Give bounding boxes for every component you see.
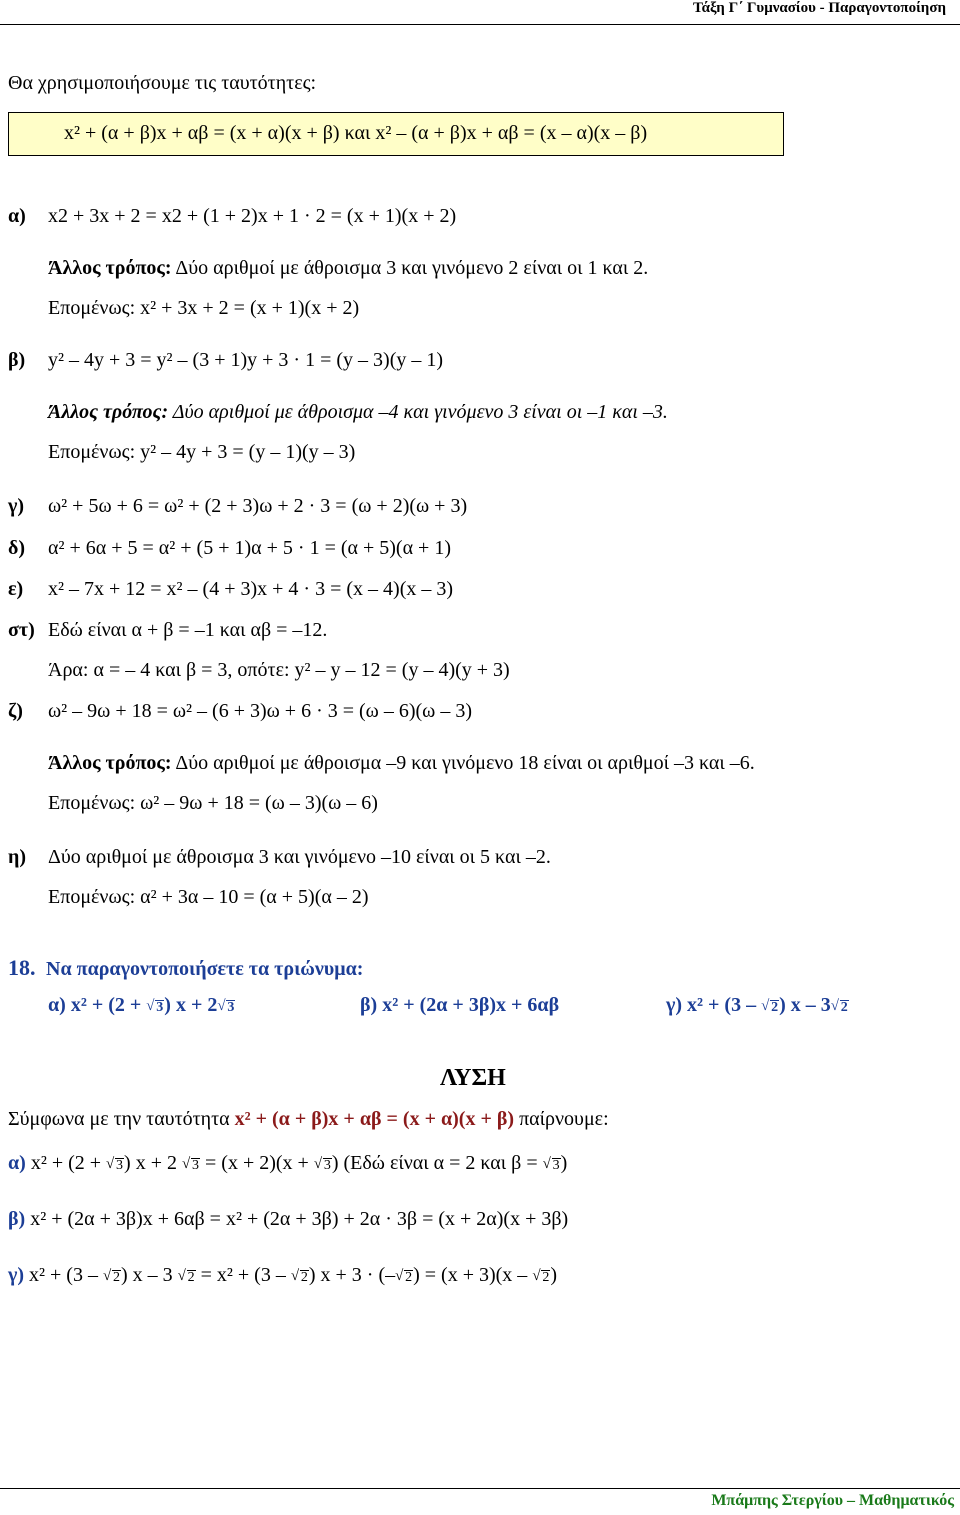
solution-b-therefore: Επομένως: y² – 4y + 3 = (y – 1)(y – 3) xyxy=(48,441,356,463)
sqrt-icon: √ 2 xyxy=(840,1000,849,1015)
exercise-a-mid: ) x + 2 xyxy=(164,994,218,1016)
exercise-a-label: α) xyxy=(48,994,66,1016)
lysi-b xyxy=(8,1208,568,1231)
solution-h-therefore: Επομένως: α² + 3α – 10 = (α + 5)(α – 2) xyxy=(48,886,369,908)
exercise-b-expr: x² + (2α + 3β)x + 6αβ xyxy=(382,994,560,1016)
sqrt-icon: √ 3 xyxy=(115,1158,124,1173)
solution-z-therefore: Επομένως: ω² – 9ω + 18 = (ω – 3)(ω – 6) xyxy=(48,792,378,814)
identities-formula: x² + (α + β)x + αβ = (x + α)(x + β) και x² – (α + β)x + αβ = (x – α)(x – β) xyxy=(64,122,648,144)
exercise-number: 18. xyxy=(8,955,36,980)
alt-text: Δύο αριθμοί με άθροισμα 3 και γινόμενο 2 είναι οι 1 και 2. xyxy=(175,257,649,279)
label-z: ζ) xyxy=(8,700,23,722)
exercise-title: Να παραγοντοποιήσετε τα τριώνυμα: xyxy=(46,958,364,980)
sqrt-icon: √ 3 xyxy=(552,1158,561,1173)
exercise-b xyxy=(360,994,559,1017)
alt-text: Δύο αριθμοί με άθροισμα –4 και γινόμενο 3 είναι οι –1 και –3. xyxy=(172,401,668,423)
sqrt-icon: √ 3 xyxy=(323,1158,332,1173)
sqrt-icon: √ 3 xyxy=(155,1000,164,1015)
lysi-intro xyxy=(8,1108,609,1131)
lysi-a-mid2: = (x + 2)(x + xyxy=(200,1152,314,1174)
lysi-b-label: β) xyxy=(8,1208,26,1230)
page-header-title: Τάξη Γ΄ Γυμνασίου - Παραγοντοποίηση xyxy=(692,0,946,16)
lysi-c-end: ) xyxy=(550,1264,557,1286)
solution-st-main: Εδώ είναι α + β = –1 και αβ = –12. xyxy=(48,619,328,641)
solution-z-main: ω² – 9ω + 18 = ω² – (6 + 3)ω + 6 · 3 = (ω – 6)(ω – 3) xyxy=(48,700,472,722)
exercise-a xyxy=(48,994,235,1017)
footer-rule xyxy=(0,1488,960,1489)
lysi-b-expr: x² + (2α + 3β)x + 6αβ = x² + (2α + 3β) + 2α · 3β = (x + 2α)(x + 3β) xyxy=(30,1208,569,1230)
solution-a-main: x2 + 3x + 2 = x2 + (1 + 2)x + 1 · 2 = (x + 1)(x + 2) xyxy=(48,205,457,227)
lysi-a-label: α) xyxy=(8,1152,26,1174)
sqrt-icon: √ 2 xyxy=(541,1270,550,1285)
exercise-b-label: β) xyxy=(360,994,378,1016)
lysi-c-mid: ) x – 3 xyxy=(120,1264,178,1286)
lysi-a-post: ) (Εδώ είναι α = 2 και β = xyxy=(331,1152,543,1174)
lysi-c-pre: x² + (3 – xyxy=(29,1264,103,1286)
exercise-c-mid: ) x – 3 xyxy=(779,994,831,1016)
label-a: α) xyxy=(8,205,26,227)
solution-e-main: x² – 7x + 12 = x² – (4 + 3)x + 4 · 3 = (x – 4)(x – 3) xyxy=(48,578,454,600)
exercise-c-pre: x² + (3 – xyxy=(687,994,762,1016)
lysi-c-label: γ) xyxy=(8,1264,25,1286)
solution-a-alt xyxy=(48,257,648,280)
alt-label: Άλλος τρόπος: xyxy=(48,257,172,279)
exercise-c-label: γ) xyxy=(666,994,683,1016)
solution-st-line2: Άρα: α = – 4 και β = 3, οπότε: y² – y – 12 = (y – 4)(y + 3) xyxy=(48,659,510,681)
label-e: ε) xyxy=(8,578,24,600)
lysi-c-mid2: = x² + (3 – xyxy=(195,1264,291,1286)
exercise-a-pre: x² + (2 + xyxy=(70,994,147,1016)
sqrt-icon: √ 2 xyxy=(112,1270,121,1285)
lysi-a-end: ) xyxy=(560,1152,568,1174)
alt-label: Άλλος τρόπος: xyxy=(48,752,172,774)
sqrt-icon: √ 2 xyxy=(770,1000,779,1015)
solution-d-main: α² + 6α + 5 = α² + (5 + 1)α + 5 · 1 = (α + 5)(α + 1) xyxy=(48,537,451,559)
solution-c-main: ω² + 5ω + 6 = ω² + (2 + 3)ω + 2 · 3 = (ω + 2)(ω + 3) xyxy=(48,495,468,517)
lysi-a-mid: ) x + 2 xyxy=(124,1152,182,1174)
exercise-c xyxy=(666,994,849,1017)
sqrt-icon: √ 3 xyxy=(191,1158,200,1173)
label-c: γ) xyxy=(8,495,25,517)
alt-label: Άλλος τρόπος: xyxy=(48,401,169,423)
label-st: στ) xyxy=(8,619,35,641)
lysi-intro-pre: Σύμφωνα με την ταυτότητα xyxy=(8,1108,230,1130)
sqrt-icon: √ 2 xyxy=(404,1270,413,1285)
solution-b-alt xyxy=(48,401,668,424)
lysi-intro-post: παίρνουμε: xyxy=(519,1108,609,1130)
sqrt-icon: √ 2 xyxy=(187,1270,196,1285)
solution-z-alt xyxy=(48,752,755,775)
lysi-c-mid4: ) = (x + 3)(x – xyxy=(413,1264,533,1286)
sqrt-icon: √ 2 xyxy=(300,1270,309,1285)
lysi-c-mid3: ) x + 3 · (– xyxy=(308,1264,396,1286)
lysi-c xyxy=(8,1264,557,1287)
lysi-a xyxy=(8,1152,567,1175)
solution-title: ΛΥΣΗ xyxy=(440,1065,506,1091)
label-d: δ) xyxy=(8,537,26,559)
solution-b-main: y² – 4y + 3 = y² – (3 + 1)y + 3 · 1 = (y – 3)(y – 1) xyxy=(48,349,444,371)
label-b: β) xyxy=(8,349,26,371)
header-rule xyxy=(0,24,960,25)
solution-a-therefore: Επομένως: x² + 3x + 2 = (x + 1)(x + 2) xyxy=(48,297,360,319)
intro-text: Θα χρησιμοποιήσουμε τις ταυτότητες: xyxy=(8,72,317,94)
lysi-intro-identity: x² + (α + β)x + αβ = (x + α)(x + β) xyxy=(234,1108,515,1130)
label-h: η) xyxy=(8,846,27,868)
lysi-a-pre: x² + (2 + xyxy=(30,1152,107,1174)
alt-text: Δύο αριθμοί με άθροισμα –9 και γινόμενο 18 είναι οι αριθμοί –3 και –6. xyxy=(175,752,755,774)
sqrt-icon: √ 3 xyxy=(226,1000,235,1015)
solution-h-main: Δύο αριθμοί με άθροισμα 3 και γινόμενο –10 είναι οι 5 και –2. xyxy=(48,846,551,868)
page-footer-author: Μπάμπης Στεργίου – Μαθηματικός xyxy=(711,1492,954,1509)
